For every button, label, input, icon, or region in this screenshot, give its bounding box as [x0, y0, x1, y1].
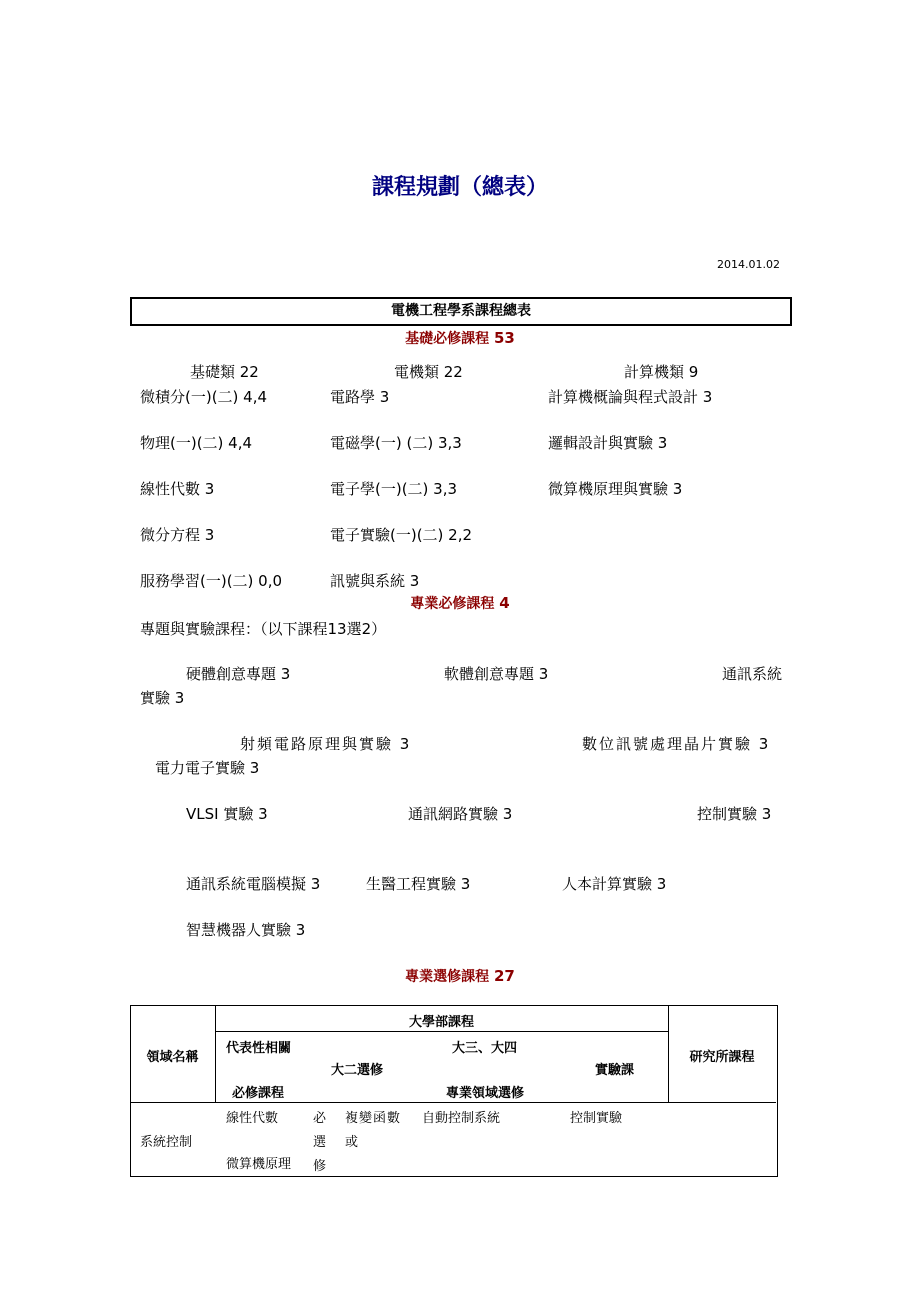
course-item: VLSI 實驗 3 [186, 805, 268, 823]
course-item: 微積分(一)(二) 4,4 [140, 388, 268, 406]
course-item: 微算機原理與實驗 3 [548, 480, 683, 498]
course-item: 通訊系統電腦模擬 3 [186, 875, 321, 893]
course-item: 生醫工程實驗 3 [366, 875, 471, 893]
course-item: 控制實驗 3 [697, 805, 772, 823]
course-item: 人本計算實驗 3 [562, 875, 667, 893]
course-item: 智慧機器人實驗 3 [186, 921, 306, 939]
course-item: 數位訊號處理晶片實驗 3 [582, 735, 771, 753]
course-item: 電力電子實驗 3 [155, 759, 260, 777]
row-rep2: 微算機原理 [226, 1157, 292, 1172]
course-item: 通訊系統 [722, 665, 783, 683]
course-item: 計算機概論與程式設計 3 [548, 388, 713, 406]
course-item: 實驗 3 [140, 689, 185, 707]
row-year2b: 或 [345, 1135, 359, 1150]
row-domain: 系統控制 [140, 1135, 193, 1150]
basic-credits: 53 [494, 329, 515, 347]
header-domain: 領域名稱 [146, 1050, 199, 1065]
header-rep2: 必修課程 [232, 1086, 285, 1101]
course-item: 電子實驗(一)(二) 2,2 [330, 526, 473, 544]
elective-heading-label: 專業選修課程 [405, 969, 490, 985]
header-rep: 代表性相關 [226, 1041, 292, 1056]
course-item: 硬體創意專題 3 [186, 665, 291, 683]
course-item: 軟體創意專題 3 [444, 665, 549, 683]
header-lab: 實驗課 [595, 1063, 635, 1078]
row-year34: 自動控制系統 [422, 1111, 501, 1126]
required-intro: 專題與實驗課程：（以下課程13選2） [140, 620, 387, 638]
basic-heading-label: 基礎必修課程 [405, 331, 490, 347]
course-item: 電磁學(一) (二) 3,3 [330, 434, 462, 452]
row-lab: 控制實驗 [570, 1111, 623, 1126]
page-title: 課程規劃（總表） [371, 175, 548, 200]
course-item: 邏輯設計與實驗 3 [548, 434, 668, 452]
header-year2: 大二選修 [331, 1063, 384, 1078]
header-undergrad: 大學部課程 [408, 1015, 474, 1030]
course-item: 訊號與系統 3 [330, 572, 420, 590]
category-cs: 計算機類 9 [624, 363, 699, 381]
date-label: 2014.01.02 [717, 258, 780, 271]
course-item: 微分方程 3 [140, 526, 215, 544]
category-basic: 基礎類 22 [190, 363, 259, 381]
category-ee: 電機類 22 [394, 363, 463, 381]
required-heading-label: 專業必修課程 [410, 596, 495, 612]
row-rep1: 線性代數 [226, 1111, 279, 1126]
course-item: 電子學(一)(二) 3,3 [330, 480, 458, 498]
dept-table-title: 電機工程學系課程總表 [130, 297, 792, 326]
basic-heading [0, 328, 920, 348]
required-heading [0, 593, 920, 613]
row-mark2: 選 [313, 1135, 327, 1150]
course-item: 物理(一)(二) 4,4 [140, 434, 253, 452]
course-item: 電路學 3 [330, 388, 390, 406]
required-credits: 4 [499, 594, 510, 612]
course-item: 通訊網路實驗 3 [408, 805, 513, 823]
elective-heading [0, 966, 920, 986]
course-item: 射頻電路原理與實驗 3 [240, 735, 412, 753]
header-grad: 研究所課程 [689, 1050, 755, 1065]
course-item: 服務學習(一)(二) 0,0 [140, 572, 283, 590]
row-year2a: 複變函數 [345, 1111, 402, 1126]
row-mark3: 修 [313, 1159, 327, 1174]
elective-credits: 27 [494, 967, 515, 985]
header-year34-2: 專業領域選修 [446, 1086, 525, 1101]
course-item: 線性代數 3 [140, 480, 215, 498]
header-year34: 大三、大四 [452, 1041, 518, 1056]
row-mark1: 必 [313, 1111, 327, 1126]
